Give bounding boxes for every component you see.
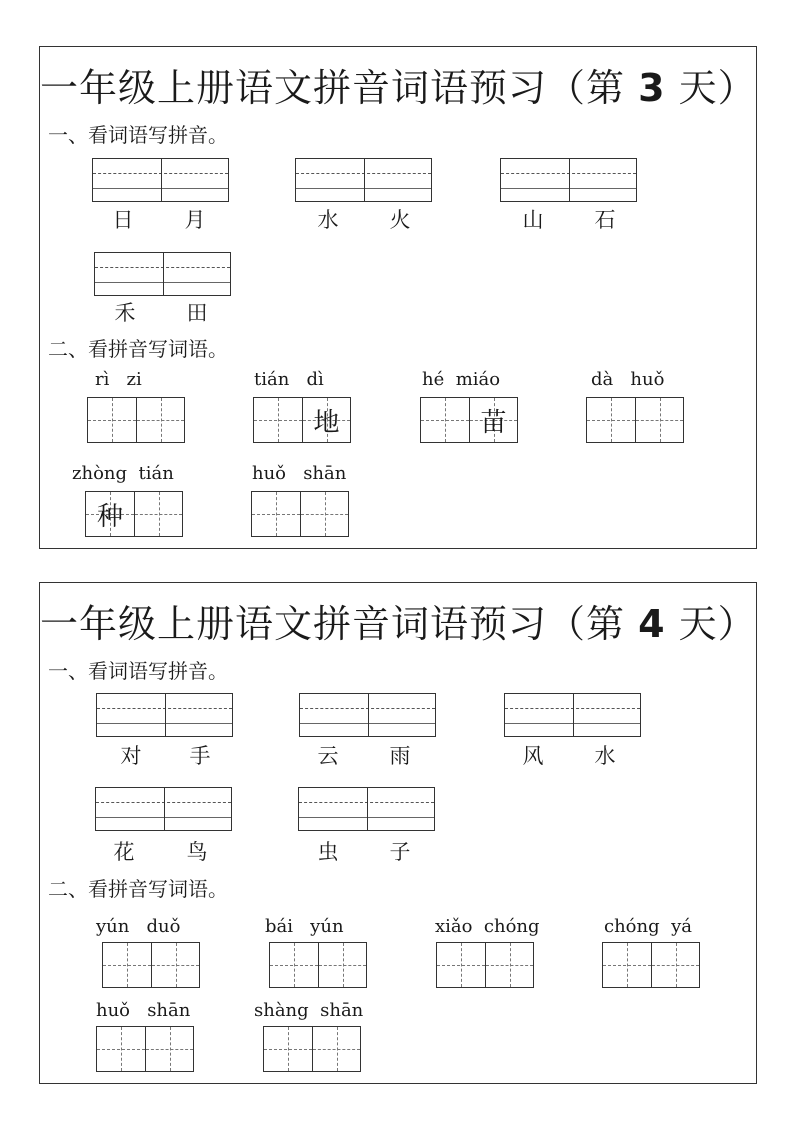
word-char: 山 bbox=[522, 208, 544, 232]
character-writing-grid[interactable] bbox=[586, 397, 684, 443]
section-heading-write-pinyin: 一、看词语写拼音。 bbox=[48, 123, 228, 147]
title-day-number: 3 bbox=[638, 66, 666, 110]
character-writing-grid[interactable] bbox=[436, 942, 534, 988]
word-char: 风 bbox=[522, 744, 544, 768]
character-writing-grid[interactable] bbox=[96, 1026, 194, 1072]
prefilled-char: 种 bbox=[96, 502, 123, 532]
pinyin-prompt: dà huǒ bbox=[591, 369, 665, 390]
grid-cell[interactable] bbox=[635, 398, 683, 442]
pinyin-prompt: huǒ shān bbox=[96, 1000, 191, 1021]
character-writing-grid[interactable] bbox=[253, 397, 351, 443]
title-suffix: 天） bbox=[678, 66, 757, 110]
pinyin-prompt: chóng yá bbox=[604, 916, 692, 937]
word-char: 虫 bbox=[317, 840, 339, 864]
character-writing-grid[interactable] bbox=[263, 1026, 361, 1072]
title-day-number: 4 bbox=[638, 602, 666, 646]
pinyin-prompt: zhòng tián bbox=[72, 463, 174, 484]
pinyin-prompt: rì zi bbox=[95, 369, 142, 390]
character-writing-grid[interactable] bbox=[87, 397, 185, 443]
grid-cell[interactable] bbox=[312, 1027, 360, 1071]
grid-cell[interactable] bbox=[603, 943, 651, 987]
worksheet-day-4 bbox=[39, 582, 757, 1084]
section-heading-write-words: 二、看拼音写词语。 bbox=[48, 877, 228, 901]
pinyin-prompt: hé miáo bbox=[422, 369, 501, 390]
grid-cell[interactable] bbox=[300, 492, 348, 536]
prefilled-char: 地 bbox=[313, 408, 340, 438]
pinyin-writing-grid[interactable] bbox=[92, 158, 229, 202]
word-char: 石 bbox=[594, 208, 616, 232]
word-char: 火 bbox=[389, 208, 411, 232]
word-char: 花 bbox=[113, 840, 135, 864]
pinyin-writing-grid[interactable] bbox=[500, 158, 637, 202]
grid-cell[interactable] bbox=[264, 1027, 312, 1071]
pinyin-prompt: bái yún bbox=[265, 916, 344, 937]
word-char: 水 bbox=[594, 744, 616, 768]
grid-cell[interactable] bbox=[421, 398, 469, 442]
pinyin-prompt: shàng shān bbox=[254, 1000, 364, 1021]
character-writing-grid[interactable] bbox=[420, 397, 518, 443]
grid-cell[interactable] bbox=[254, 398, 302, 442]
grid-cell[interactable] bbox=[103, 943, 151, 987]
pinyin-writing-grid[interactable] bbox=[504, 693, 641, 737]
grid-cell[interactable] bbox=[97, 1027, 145, 1071]
worksheet-title bbox=[40, 57, 756, 112]
grid-cell[interactable] bbox=[136, 398, 184, 442]
pinyin-writing-grid[interactable] bbox=[298, 787, 435, 831]
word-char: 雨 bbox=[389, 744, 411, 768]
pinyin-prompt: yún duǒ bbox=[96, 916, 181, 937]
prefilled-char: 苗 bbox=[480, 408, 507, 438]
word-char: 水 bbox=[317, 208, 339, 232]
pinyin-writing-grid[interactable] bbox=[295, 158, 432, 202]
section-heading-write-pinyin: 一、看词语写拼音。 bbox=[48, 659, 228, 683]
grid-cell[interactable] bbox=[485, 943, 533, 987]
pinyin-writing-grid[interactable] bbox=[96, 693, 233, 737]
character-writing-grid[interactable] bbox=[602, 942, 700, 988]
character-writing-grid[interactable] bbox=[269, 942, 367, 988]
grid-cell[interactable] bbox=[86, 492, 134, 536]
word-char: 鸟 bbox=[186, 840, 208, 864]
pinyin-prompt: huǒ shān bbox=[252, 463, 347, 484]
grid-cell[interactable] bbox=[651, 943, 699, 987]
character-writing-grid[interactable] bbox=[102, 942, 200, 988]
grid-cell[interactable] bbox=[302, 398, 350, 442]
character-writing-grid[interactable] bbox=[85, 491, 183, 537]
grid-cell[interactable] bbox=[252, 492, 300, 536]
pinyin-prompt: tián dì bbox=[254, 369, 324, 390]
title-suffix: 天） bbox=[678, 602, 757, 646]
pinyin-writing-grid[interactable] bbox=[299, 693, 436, 737]
section-heading-write-words: 二、看拼音写词语。 bbox=[48, 337, 228, 361]
title-prefix: 一年级上册语文拼音词语预习（第 bbox=[40, 602, 626, 646]
grid-cell[interactable] bbox=[270, 943, 318, 987]
grid-cell[interactable] bbox=[151, 943, 199, 987]
grid-cell[interactable] bbox=[318, 943, 366, 987]
worksheet-title bbox=[40, 593, 756, 648]
character-writing-grid[interactable] bbox=[251, 491, 349, 537]
pinyin-prompt: xiǎo chóng bbox=[435, 916, 540, 937]
pinyin-writing-grid[interactable] bbox=[95, 787, 232, 831]
word-char: 月 bbox=[184, 208, 206, 232]
word-char: 子 bbox=[389, 840, 411, 864]
grid-cell[interactable] bbox=[134, 492, 182, 536]
word-char: 云 bbox=[317, 744, 339, 768]
word-char: 日 bbox=[112, 208, 134, 232]
grid-cell[interactable] bbox=[145, 1027, 193, 1071]
word-char: 禾 bbox=[114, 301, 136, 325]
pinyin-writing-grid[interactable] bbox=[94, 252, 231, 296]
word-char: 手 bbox=[189, 744, 211, 768]
grid-cell[interactable] bbox=[88, 398, 136, 442]
title-prefix: 一年级上册语文拼音词语预习（第 bbox=[40, 66, 626, 110]
worksheet-day-3 bbox=[39, 46, 757, 549]
grid-cell[interactable] bbox=[469, 398, 517, 442]
grid-cell[interactable] bbox=[437, 943, 485, 987]
word-char: 对 bbox=[120, 744, 142, 768]
word-char: 田 bbox=[186, 301, 208, 325]
grid-cell[interactable] bbox=[587, 398, 635, 442]
